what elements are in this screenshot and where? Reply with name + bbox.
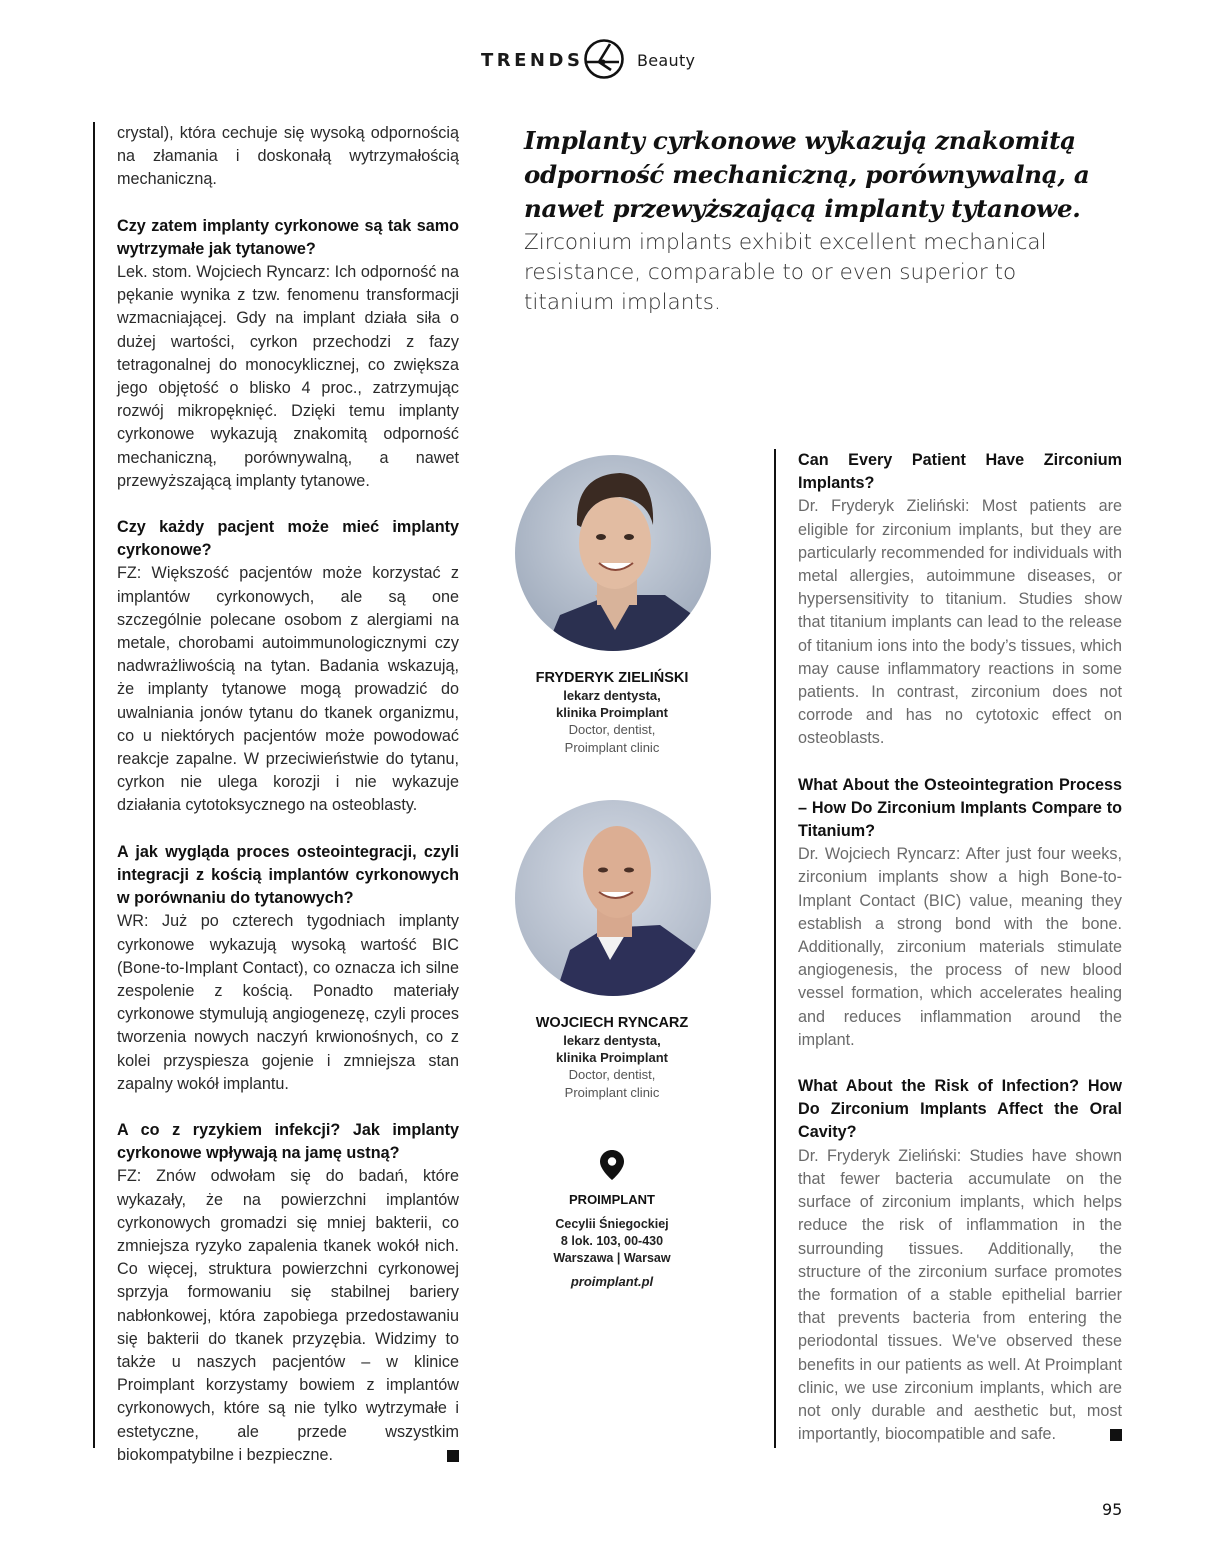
clinic-address-city: Warszawa | Warsaw (553, 1251, 671, 1265)
pull-quote-polish: Implanty cyrkonowe wykazują znakomitą odporność mechaniczną, porównywalną, a nawet przewyższającą implanty tytanowe. (524, 126, 1090, 223)
pull-quote (524, 124, 1104, 318)
clinic-contact-block (512, 1150, 712, 1289)
clinic-address-unit: 8 lok. 103, 00-430 (560, 1234, 664, 1248)
portrait-wojciech-ryncarz (515, 800, 711, 996)
clinic-website-link[interactable]: proimplant.pl (570, 1274, 654, 1289)
answer-paragraph (117, 1165, 459, 1467)
running-header (0, 36, 1211, 86)
expert-role-english: Doctor, dentist, (568, 722, 656, 737)
question-heading: A co z ryzykiem infekcji? Jak implanty cyrkonowe wpływają na jamę ustną? (117, 1120, 459, 1163)
location-pin-icon (600, 1150, 624, 1180)
clinic-name: PROIMPLANT (569, 1192, 655, 1207)
portrait-photo (515, 455, 711, 651)
question-heading: Can Every Patient Have Zirconium Implants? (798, 451, 1122, 493)
portrait-fryderyk-zielinski (515, 455, 711, 651)
answer-paragraph: FZ: Większość pacjentów może korzystać z implantów cyrkonowych, ale są one szczególnie polecane osobom z alergiami na metale, chorobami autoimmunologicznymi czy nadwrażliwością na tytan. Badania wskazują, że implanty tytanowe mogą prowadzić do uwalniania jonów tytanu do tkanek organizmu, co u niektórych pacjentów może powodować reakcje zapalne. W przeciwieństwie do tytanu, cyrkon nie ulega korozji i nie wykazuje działania cytotoksycznego na osteoblasty. (117, 564, 459, 815)
question-heading: What About the Osteointegration Process – How Do Zirconium Implants Compare to Titanium? (798, 775, 1122, 841)
pull-quote-english: Zirconium implants exhibit excellent mechanical resistance, comparable to or even superior to titanium implants. (524, 230, 1047, 315)
answer-paragraph: Lek. stom. Wojciech Ryncarz: Ich odporność na pękanie wynika z tzw. fenomenu transformacji wzmacniającej. Gdy na implant działa siła o dużej wartości, cyrkon przechodzi z fazy tetragonalnej do monocyklicznej, co zwiększa jego objętość o blisko 4 proc., zatrzymując rozwój mikropęknięć. Dzięki temu implanty cyrkonowe wykazują znakomitą odporność mechaniczną, porównywalną, a nawet przewyższającą implanty tytanowe. (117, 263, 459, 490)
intro-paragraph: crystal), która cechuje się wysoką odpornością na złamania i doskonałą wytrzymałością mechaniczną. (117, 124, 459, 189)
airline-logo-icon (583, 38, 625, 80)
category-label: Beauty (637, 51, 696, 70)
question-heading: Czy każdy pacjent może mieć implanty cyrkonowe? (117, 518, 459, 560)
answer-paragraph (798, 1145, 1122, 1447)
expert-name: FRYDERYK ZIELIŃSKI (535, 670, 689, 686)
answer-text: FZ: Znów odwołam się do badań, które wykazały, że na powierzchni implantów cyrkonowych gromadzi się mniej bakterii, co zmniejsza ryzyko zapalenia tkanek wokół nich. Co więcej, struktura powierzchni cyrkonowej sprzyja formowaniu się stabilnej bariery nabłonkowej, która zapobiega przedostawaniu się bakterii do tkanek przyzębia. Widzimy to także u naszych pacjentów – w klinice Proimplant korzystamy bowiem z implantów cyrkonowych, które są nie tylko wytrzymałe i estetyczne, ale przede wszystkim biokompatybilne i bezpieczne. (117, 1167, 459, 1464)
answer-text: Dr. Fryderyk Zieliński: Studies have shown that fewer bacteria accumulate on the surface of zirconium implants, which helps reduce the risk of inflammation in the surrounding tissues. Additionally, the structure of the zirconium surface promotes the formation of a stable epithelial barrier that prevents bacteria from entering the periodontal tissues. We've observed these benefits in our patients as well. At Proimplant clinic, we use zirconium implants, which are not only durable and aesthetic but, most importantly, biocompatible and safe. (798, 1146, 1122, 1444)
answer-paragraph: Dr. Wojciech Ryncarz: After just four weeks, zirconium implants show a high Bone-to-Implant Contact (BIC) value, meaning they establish a strong bond with the bone. Additionally, zirconium materials stimulate angiogenesis, the process of new blood vessel formation, which accelerates healing and reduces inflammation around the implant. (798, 845, 1122, 1049)
polish-article-column (93, 122, 459, 1464)
expert-role-english: Doctor, dentist, (568, 1067, 656, 1082)
question-heading: A jak wygląda proces osteointegracji, czyli integracji z kością implantów cyrkonowych w porównaniu do tytanowych? (117, 842, 459, 908)
end-of-article-mark-icon (1110, 1429, 1122, 1441)
answer-paragraph: WR: Już po czterech tygodniach implanty cyrkonowe wykazują wysoką wartość BIC (Bone-to-Implant Contact), co oznacza ich silne zespolenie z kością. Ponadto materiały cyrkonowe stymulują angiogenezę, czyli proces tworzenia nowych naczyń krwionośnych, co z kolei przyspiesza gojenie i zmniejsza stan zapalny wokół implantu. (117, 912, 459, 1093)
end-of-article-mark-icon (447, 1450, 459, 1462)
answer-paragraph: Dr. Fryderyk Zieliński: Most patients are eligible for zirconium implants, but they are particularly recommended for individuals with metal allergies, autoimmune diseases, or hypersensitivity to titanium. Studies show that titanium implants can lead to the release of titanium ions into the body’s tissues, which may cause inflammatory reactions in some patients. In contrast, zirconium does not corrode and has no cytotoxic effect on osteoblasts. (798, 497, 1122, 748)
english-article-column (774, 449, 1122, 1448)
clinic-address-street: Cecylii Śniegockiej (555, 1217, 669, 1231)
expert-clinic-english: Proimplant clinic (564, 1084, 660, 1100)
expert-name: WOJCIECH RYNCARZ (535, 1015, 689, 1031)
question-heading: What About the Risk of Infection? How Do Zirconium Implants Affect the Oral Cavity? (798, 1077, 1122, 1142)
expert-role-polish: lekarz dentysta, (563, 688, 661, 703)
expert-role-polish: lekarz dentysta, (563, 1033, 661, 1048)
expert-clinic-polish: klinika Proimplant (556, 705, 668, 720)
question-heading: Czy zatem implanty cyrkonowe są tak samo wytrzymałe jak tytanowe? (117, 216, 459, 258)
page-number: 95 (1102, 1500, 1123, 1519)
expert-clinic-english: Proimplant clinic (564, 739, 660, 755)
expert-caption (512, 669, 712, 756)
section-label: TRENDS (481, 50, 584, 71)
expert-caption (512, 1014, 712, 1101)
expert-clinic-polish: klinika Proimplant (556, 1050, 668, 1065)
portrait-photo (515, 800, 711, 996)
